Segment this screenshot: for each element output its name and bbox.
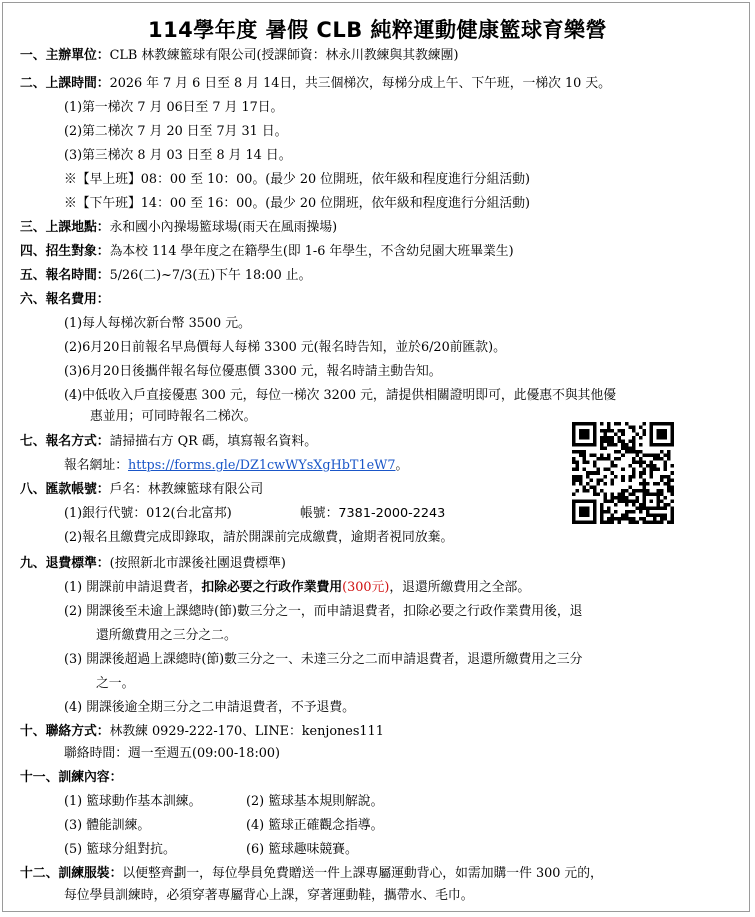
section-payment — [20, 482, 263, 498]
refund-text: ，退還所繳費用之全部。 — [389, 580, 531, 595]
section-text: 5/26(二)~7/3(五)下午 18:00 止。 — [109, 268, 312, 283]
section-label: 四、招生對象： — [20, 244, 110, 259]
section-label: 六、報名費用： — [20, 292, 110, 307]
section-text: 為本校 114 學年度之在籍學生(即 1-6 年學生，不含幼兒園大班畢業生) — [109, 244, 514, 259]
section-label: 三、上課地點： — [20, 220, 110, 235]
refund-item-cont: 還所繳費用之三分之二。 — [96, 628, 237, 643]
url-prefix: 報名網址： — [64, 458, 128, 473]
section-text: 永和國小內操場籃球場(雨天在風雨操場) — [109, 220, 338, 235]
fee-item: (3)6月20日後攜伴報名每位優惠價 3300 元，報名時請主動告知。 — [64, 364, 442, 379]
section-text: (按照新北市課後社團退費標準) — [109, 556, 286, 571]
section-uniform — [20, 866, 603, 882]
schedule-item: (1)第一梯次 7 月 06日至 7 月 17日。 — [64, 100, 284, 115]
fee-item: (1)每人每梯次新台幣 3500 元。 — [64, 316, 251, 331]
refund-fee-highlight: (300元) — [342, 580, 390, 595]
section-label: 二、上課時間： — [20, 76, 110, 91]
training-item: (5) 籃球分組對抗。 — [64, 842, 176, 857]
section-text: 林教練 0929-222-170、LINE：kenjones111 — [109, 724, 384, 739]
training-item: (4) 籃球正確觀念指導。 — [246, 818, 384, 833]
section-label: 十、聯絡方式： — [20, 724, 110, 739]
schedule-item: ※【下午班】14：00 至 16：00。(最少 20 位開班，依年級和程度進行分組活動) — [64, 196, 530, 211]
schedule-item: ※【早上班】08：00 至 10：00。(最少 20 位開班，依年級和程度進行分組活動) — [64, 172, 530, 187]
page-title: 114學年度 暑假 CLB 純粹運動健康籃球育樂營 — [147, 18, 608, 42]
section-organizer — [20, 48, 458, 64]
section-location — [20, 220, 337, 236]
fee-item: (2)6月20日前報名早鳥價每人每梯 3300 元(報名時告知，並於6/20前匯款)。 — [64, 340, 506, 355]
section-training — [20, 770, 122, 786]
fee-item: 惠並用；可同時報名二梯次。 — [90, 409, 257, 424]
training-item: (2) 籃球基本規則解說。 — [246, 794, 384, 809]
section-text: 戶名：林教練籃球有限公司 — [109, 482, 264, 497]
registration-url-line — [64, 458, 408, 474]
payment-note: (2)報名且繳費完成即錄取，請於開課前完成繳費，逾期者視同放棄。 — [64, 530, 454, 545]
section-label: 八、匯款帳號： — [20, 482, 110, 497]
section-text: 2026 年 7 月 6 日至 8 月 14日，共三個梯次，每梯分成上午、下午班，一梯次 10 天。 — [109, 76, 611, 91]
training-item: (3) 體能訓練。 — [64, 818, 151, 833]
section-label: 十二、訓練服裝： — [20, 866, 123, 881]
contact-hours: 聯絡時間：週一至週五(09:00-18:00) — [64, 746, 281, 761]
training-item: (6) 籃球趣味競賽。 — [246, 842, 358, 857]
refund-text: (1) 開課前申請退費者， — [64, 580, 202, 595]
training-item: (1) 籃球動作基本訓練。 — [64, 794, 202, 809]
bank-code: (1)銀行代號：012(台北富邦) — [64, 506, 232, 521]
section-contact — [20, 724, 384, 740]
refund-item — [64, 580, 530, 596]
bank-account: 帳號：7381-2000-2243 — [300, 506, 446, 521]
section-eligibility — [20, 244, 514, 260]
qr-code-icon[interactable] — [572, 422, 674, 524]
section-fees — [20, 292, 110, 308]
refund-item: (2) 開課後至未逾上課總時(節)數三分之一，而申請退費者，扣除必要之行政作業費用後，退 — [64, 604, 583, 619]
section-label: 七、報名方式： — [20, 434, 110, 449]
section-registration-time — [20, 268, 311, 284]
refund-item: (4) 開課後逾全期三分之二申請退費者，不予退費。 — [64, 700, 355, 715]
refund-item-cont: 之一。 — [96, 676, 135, 691]
section-label: 九、退費標準： — [20, 556, 110, 571]
schedule-item: (2)第二梯次 7 月 20 日至 7月 31 日。 — [64, 124, 288, 139]
section-refund — [20, 556, 286, 572]
refund-emphasis: 扣除必要之行政作業費用 — [201, 580, 343, 595]
url-suffix: 。 — [395, 458, 409, 473]
refund-item: (3) 開課後超過上課總時(節)數三分之一、未達三分之二而申請退費者，退還所繳費用之三分 — [64, 652, 583, 667]
uniform-text: 每位學員訓練時，必須穿著專屬背心上課，穿著運動鞋，攜帶水、毛巾。 — [64, 888, 474, 903]
section-text: CLB 林教練籃球有限公司(授課師資：林永川教練與其教練團) — [109, 48, 459, 63]
fee-item: (4)中低收入戶直接優惠 300 元，每位一梯次 3200 元，請提供相關證明即可，此優惠不與其他優 — [64, 388, 617, 403]
section-schedule — [20, 76, 611, 92]
section-label: 十一、訓練內容： — [20, 770, 123, 785]
registration-link[interactable]: https://forms.gle/DZ1cwWYsXgHbT1eW7 — [127, 458, 396, 473]
section-text: 以便整齊劃一，每位學員免費贈送一件上課專屬運動背心，如需加購一件 300 元的， — [122, 866, 603, 881]
section-registration-method — [20, 434, 317, 450]
section-label: 五、報名時間： — [20, 268, 110, 283]
section-text: 請掃描右方 QR 碼，填寫報名資料。 — [109, 434, 317, 449]
section-label: 一、主辦單位： — [20, 48, 110, 63]
schedule-item: (3)第三梯次 8 月 03 日至 8 月 14 日。 — [64, 148, 292, 163]
